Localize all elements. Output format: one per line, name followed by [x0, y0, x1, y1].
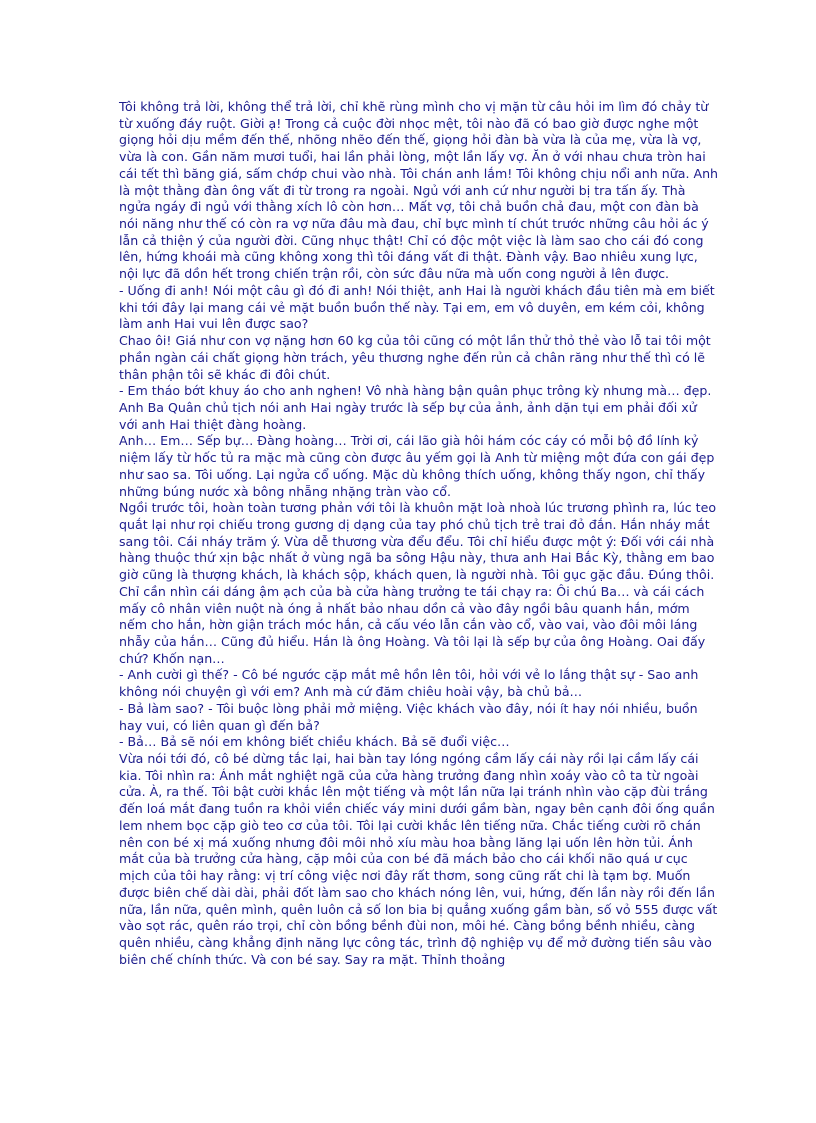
paragraph: - Bả làm sao? - Tôi buộc lòng phải mở miệng. Việc khách vào đây, nói ít hay nói nhiều, buồn hay vui, có liên quan gì đến bả?: [119, 700, 698, 733]
paragraph: - Em tháo bớt khuy áo cho anh nghen! Vô nhà hàng bận quân phục trông kỳ nhưng mà… đẹp. Anh Ba Quân chủ tịch nói anh Hai ngày trước là sếp bự của ảnh, ảnh dặn tụi em phải đối xử với anh Hai thiệt đàng hoàng.: [119, 383, 712, 432]
paragraph: - Bả… Bả sẽ nói em không biết chiều khách. Bả sẽ đuổi việc…: [119, 734, 510, 750]
paragraph: Chao ôi! Giá như con vợ nặng hơn 60 kg của tôi cũng có một lần thử thỏ thẻ vào lỗ tai tôi một phần ngàn cái chất giọng hờn trách, yêu thương nghe đến rủn cả chân răng như thế thì có lẽ thân phận tôi sẽ khác đi đôi chút.: [119, 333, 711, 382]
paragraph: Anh… Em… Sếp bự… Đàng hoàng… Trời ơi, cái lão già hôi hám cóc cáy có mỗi bộ đồ lính kỷ niệm lấy từ hốc tủ ra mặc mà cũng còn được âu yếm gọi là Anh từ miệng một đứa con gái đẹp như sao sa. Tôi uống. Lại ngửa cổ uống. Mặc dù không thích uống, không thấy ngon, chỉ thấy những búng nước xà bông nhẵng nhặng tràn vào cổ.: [119, 433, 715, 499]
paragraph: Vừa nói tới đó, cô bé dừng tắc lại, hai bàn tay lóng ngóng cầm lấy cái này rồi lại cầm lấy cái kia. Tôi nhìn ra: Ánh mắt nghiệt ngã của cửa hàng trưởng đang nhìn xoáy vào cô ta từ ngoài cửa. À, ra thế. Tôi bật cười khắc lên một tiếng và một lần nữa lại tránh nhìn vào cặp đùi trắng đến loá mắt đang tuồn ra khỏi viền chiếc váy mini dưới gầm bàn, ngay bên cạnh đôi ống quần lem nhem bọc cặp giò teo cơ của tôi. Tôi lại cười khắc lên tiếng nữa. Chắc tiếng cười rõ chán nên con bé xị má xuống nhưng đôi môi nhỏ xíu màu hoa bằng lăng lại uốn lên hờn tủi. Ánh mắt của bà trưởng cửa hàng, cặp môi của con bé đã mách bảo cho cái khối não quá ư cục mịch của tôi hay rằng: vị trí công việc nơi đây rất thơm, song cũng rất chi là tạm bợ. Muốn được biên chế dài dài, phải đốt làm sao cho khách nóng lên, vui, hứng, đến lần này rồi đến lần nữa, lần nữa, quên mình, quên luôn cả số lon bia bị quẳng xuống gầm bàn, số vỏ 555 được vất vào sọt rác, quên ráo trọi, chỉ còn bồng bềnh đùi non, môi hé. Càng bồng bềnh nhiều, càng quên nhiều, càng khẳng định năng lực công tác, trình độ nghiệp vụ để mở đường tiến sâu vào biên chế chính thức. Và con bé say. Say ra mặt. Thỉnh thoảng: [119, 751, 718, 967]
paragraph: Ngồi trước tôi, hoàn toàn tương phản với tôi là khuôn mặt loà nhoà lúc trương phình ra, lúc teo quắt lại như rọi chiếu trong gương dị dạng của tay phó chủ tịch trẻ trai đỏ đắn. Hắn nháy mắt sang tôi. Cái nháy trăm ý. Vừa dễ thương vừa đểu đểu. Tôi chỉ hiểu được một ý: Đối với cái nhà hàng thuộc thứ xịn bậc nhất ở vùng ngã ba sông Hậu này, thưa anh Hai Bắc Kỳ, thằng em bao giờ cũng là thượng khách, là khách sộp, khách quen, là người nhà. Tôi gục gặc đầu. Đúng thôi. Chỉ cần nhìn cái dáng ậm ạch của bà cửa hàng trưởng te tái chạy ra: Ôi chú Ba… và cái cách mấy cô nhân viên nuột nà óng ả nhất bảo nhau dồn cả vào đây ngồi bâu quanh hắn, mớm nếm cho hắn, hờn giận trách móc hắn, cả cấu véo lẫn cắn vào cổ, vào vai, vào đôi môi láng nhẫy của hắn… Cũng đủ hiểu. Hắn là ông Hoàng. Và tôi lại là sếp bự của ông Hoàng. Oai đấy chứ? Khốn nạn…: [119, 500, 717, 666]
document-body: [119, 99, 719, 968]
paragraph: - Uống đi anh! Nói một câu gì đó đi anh! Nói thiệt, anh Hai là người khách đầu tiên mà em biết khi tới đây lại mang cái vẻ mặt buồn buồn thế này. Tại em, em vô duyên, em kém cỏi, không làm anh Hai vui lên được sao?: [119, 282, 715, 332]
paragraph: - Anh cười gì thế? - Cô bé ngước cặp mắt mê hồn lên tôi, hỏi với vẻ lo lắng thật sự - Sao anh không nói chuyện gì với em? Anh mà cứ đăm chiêu hoài vậy, bà chủ bả…: [119, 667, 699, 700]
paragraph: Tôi không trả lời, không thể trả lời, chỉ khẽ rùng mình cho vị mặn từ câu hỏi im lìm đó chảy từ từ xuống đáy ruột. Giời ạ! Trong cả cuộc đời nhọc mệt, tôi nào đã có bao giờ được nghe một giọng hỏi dịu mềm đến thế, nhõng nhẽo đến thế, giọng hỏi đàn bà vừa là của mẹ, vừa là vợ, vừa là con. Gần năm mươi tuổi, hai lần phải lòng, một lần lấy vợ. Ăn ở với nhau chưa tròn hai cái tết thì băng giá, sấm chớp chui vào nhà. Tôi chán anh lắm! Tôi không chịu nổi anh nữa. Anh là một thằng đàn ông vất đi từ trong ra ngoài. Ngủ với anh cứ như người bị tra tấn ấy. Thà ngửa ngáy đi ngủ với thằng xích lô còn hơn… Mất vợ, tôi chả buồn chả đau, một con đàn bà nói năng như thế có còn ra vợ nữa đâu mà đau, chỉ bực mình tí chút trước những câu hỏi ác ý lẫn cả thiện ý của người đời. Cũng nhục thật! Chỉ có độc một việc là làm sao cho cái đó cong lên, hứng khoái mà cũng không xong thì tôi đáng vất đi thật. Đành vậy. Bao nhiêu xung lực, nội lực đã dồn hết trong chiến trận rồi, còn sức đâu nữa mà uốn cong người ả lên được.: [119, 99, 719, 282]
